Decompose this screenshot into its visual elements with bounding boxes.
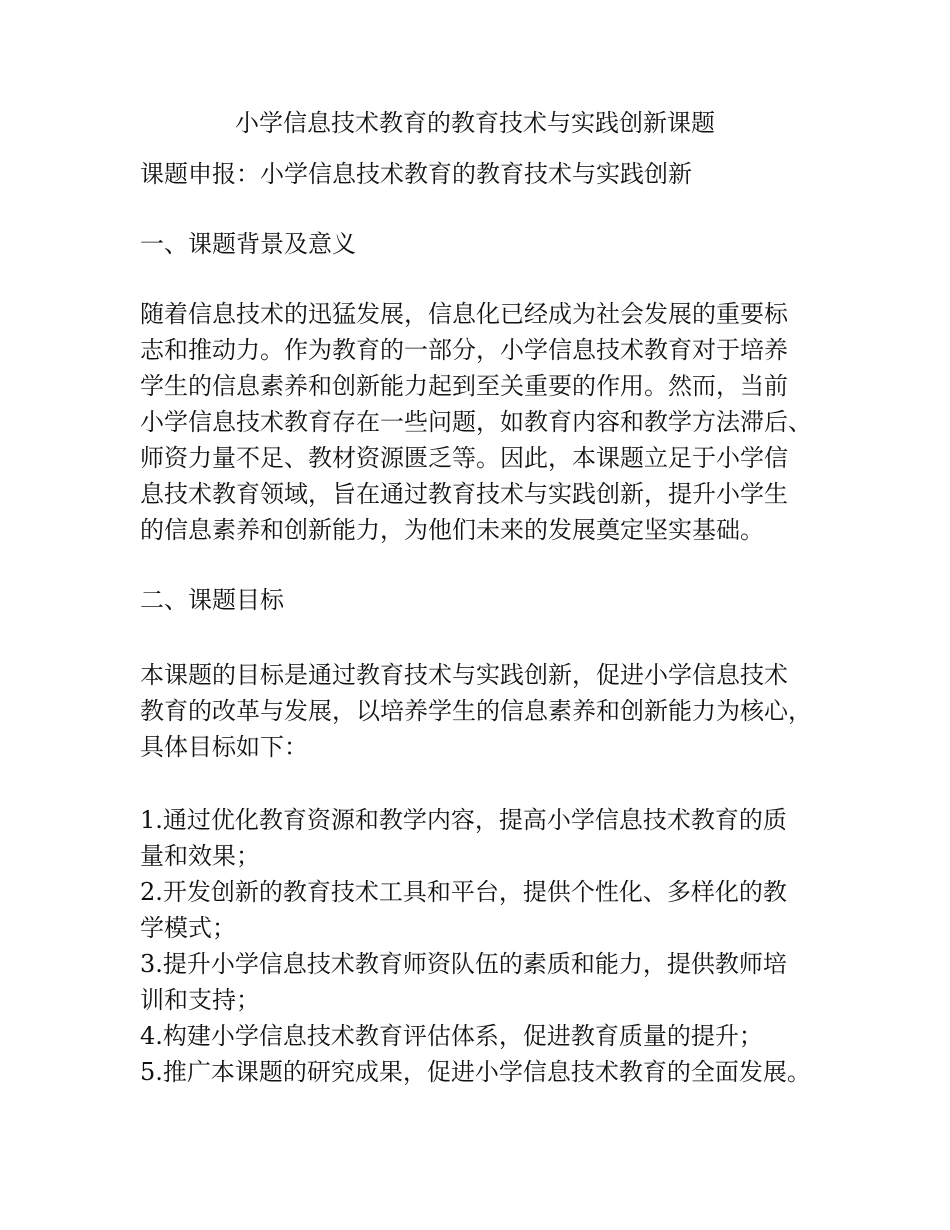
goal-line: 4.构建小学信息技术教育评估体系，促进教育质量的提升；	[140, 1022, 763, 1050]
goal-line: 3.提升小学信息技术教育师资队伍的素质和能力，提供教师培	[140, 950, 787, 978]
goal-line: 5.推广本课题的研究成果，促进小学信息技术教育的全面发展。	[140, 1058, 811, 1086]
goal-line: 学模式；	[140, 914, 236, 942]
paragraph-line: 息技术教育领域，旨在通过教育技术与实践创新，提升小学生	[140, 480, 788, 508]
section-heading-goals: 二、课题目标	[140, 586, 284, 614]
goal-line: 2.开发创新的教育技术工具和平台，提供个性化、多样化的教	[140, 878, 787, 906]
paragraph-line: 的信息素养和创新能力，为他们未来的发展奠定坚实基础。	[140, 516, 764, 544]
goal-line: 训和支持；	[140, 986, 260, 1014]
paragraph-line: 小学信息技术教育存在一些问题，如教育内容和教学方法滞后、	[140, 408, 812, 436]
paragraph-line: 本课题的目标是通过教育技术与实践创新，促进小学信息技术	[140, 661, 788, 689]
document-title: 小学信息技术教育的教育技术与实践创新课题	[235, 109, 715, 137]
paragraph-line: 教育的改革与发展，以培养学生的信息素养和创新能力为核心，	[140, 697, 812, 725]
document-subtitle: 课题申报：小学信息技术教育的教育技术与实践创新	[140, 160, 692, 188]
paragraph-line: 具体目标如下：	[140, 733, 308, 761]
paragraph-line: 志和推动力。作为教育的一部分，小学信息技术教育对于培养	[140, 336, 788, 364]
paragraph-line: 师资力量不足、教材资源匮乏等。因此，本课题立足于小学信	[140, 444, 788, 472]
section-heading-background: 一、课题背景及意义	[140, 230, 356, 258]
goal-line: 量和效果；	[140, 842, 260, 870]
paragraph-line: 学生的信息素养和创新能力起到至关重要的作用。然而，当前	[140, 372, 788, 400]
goal-line: 1.通过优化教育资源和教学内容，提高小学信息技术教育的质	[140, 806, 787, 834]
paragraph-line: 随着信息技术的迅猛发展，信息化已经成为社会发展的重要标	[140, 300, 788, 328]
